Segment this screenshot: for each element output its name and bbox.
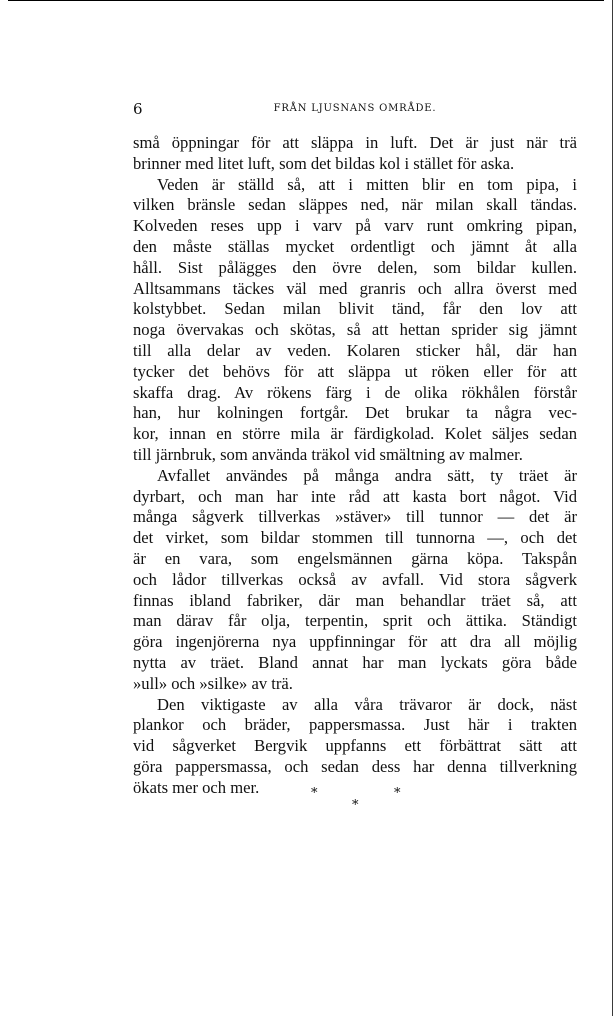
text-line: brinner med litet luft, som det bildas kol i stället för aska.: [133, 153, 515, 173]
text-line: det virket, som bildar stommen till tunnorna —, och det: [133, 528, 577, 548]
text-line: till järnbruk, som använda träkol vid smältning av malmer.: [133, 444, 523, 464]
asterisk-ornament: *: [352, 798, 359, 813]
text-line: plankor och bräder, pappersmassa. Just här i trakten: [133, 715, 577, 735]
text-line: små öppningar för att släppa in luft. Det är just när trä: [133, 133, 577, 152]
asterisk-ornament: *: [311, 786, 318, 801]
text-line: göra pappersmassa, och sedan dess har denna tillverkning: [133, 756, 577, 776]
text-line: kor, innan en större mila är färdigkolad. Kolet säljes sedan: [133, 424, 577, 444]
top-edge-rule: [8, 0, 604, 1]
running-title: FRÅN LJUSNANS OMRÅDE.: [273, 103, 437, 114]
text-line: ökats mer och mer.: [133, 777, 260, 797]
text-line: skaffa drag. Av rökens färg i de olika rökhålen förstår: [133, 382, 577, 402]
text-line: man därav får olja, terpentin, sprit och ättika. Ständigt: [133, 611, 577, 631]
text-line: finnas ibland fabriker, där man behandlar träet så, att: [133, 590, 577, 610]
text-line: nytta av träet. Bland annat har man lyckats göra både: [133, 652, 577, 672]
page-number: 6: [133, 100, 143, 118]
text-line: tycker det behövs för att släppa ut röken eller för att: [133, 361, 577, 381]
text-line: många sågverk tillverkas »stäver» till tunnor — det är: [133, 507, 577, 527]
text-line: kolstybbet. Sedan milan blivit tänd, får den lov att: [133, 299, 577, 319]
text-line: noga övervakas och skötas, så att hettan sprider sig jämnt: [133, 320, 577, 340]
section-end-ornament: [0, 786, 616, 816]
text-line: håll. Sist pålägges den övre delen, som bildar kullen.: [133, 257, 577, 277]
text-line: den måste ställas mycket ordentligt och jämnt åt alla: [133, 236, 577, 256]
body-text: [133, 133, 577, 799]
text-line: Den viktigaste av alla våra trävaror är dock, näst: [157, 694, 577, 714]
text-line: Alltsammans täckes väl med granris och allra överst med: [133, 278, 577, 298]
text-line: han, hur kolningen fortgår. Det brukar ta några vec-: [133, 403, 577, 423]
right-page-edge: [612, 0, 613, 1016]
text-line: vid sågverket Bergvik uppfanns ett förbättrat sätt att: [133, 736, 577, 756]
asterisk-ornament: *: [394, 786, 401, 801]
text-line: vilken bränsle sedan släppes ned, när milan skall tändas.: [133, 195, 577, 215]
text-line: dyrbart, och man har inte råd att kasta bort något. Vid: [133, 486, 577, 506]
text-line: Veden är ställd så, att i mitten blir en tom pipa, i: [157, 174, 577, 194]
text-line: till alla delar av veden. Kolaren sticker hål, där han: [133, 340, 577, 360]
text-line: göra ingenjörerna nya uppfinningar för att dra all möjlig: [133, 632, 577, 652]
text-line: är en vara, som engelsmännen gärna köpa. Takspån: [133, 548, 577, 568]
running-header: [133, 100, 577, 118]
text-line: Avfallet användes på många andra sätt, ty träet är: [157, 465, 577, 485]
text-line: »ull» och »silke» av trä.: [133, 673, 293, 693]
text-line: Kolveden reses upp i varv på varv runt omkring pipan,: [133, 216, 577, 236]
text-line: och lådor tillverkas också av avfall. Vid stora sågverk: [133, 569, 577, 589]
